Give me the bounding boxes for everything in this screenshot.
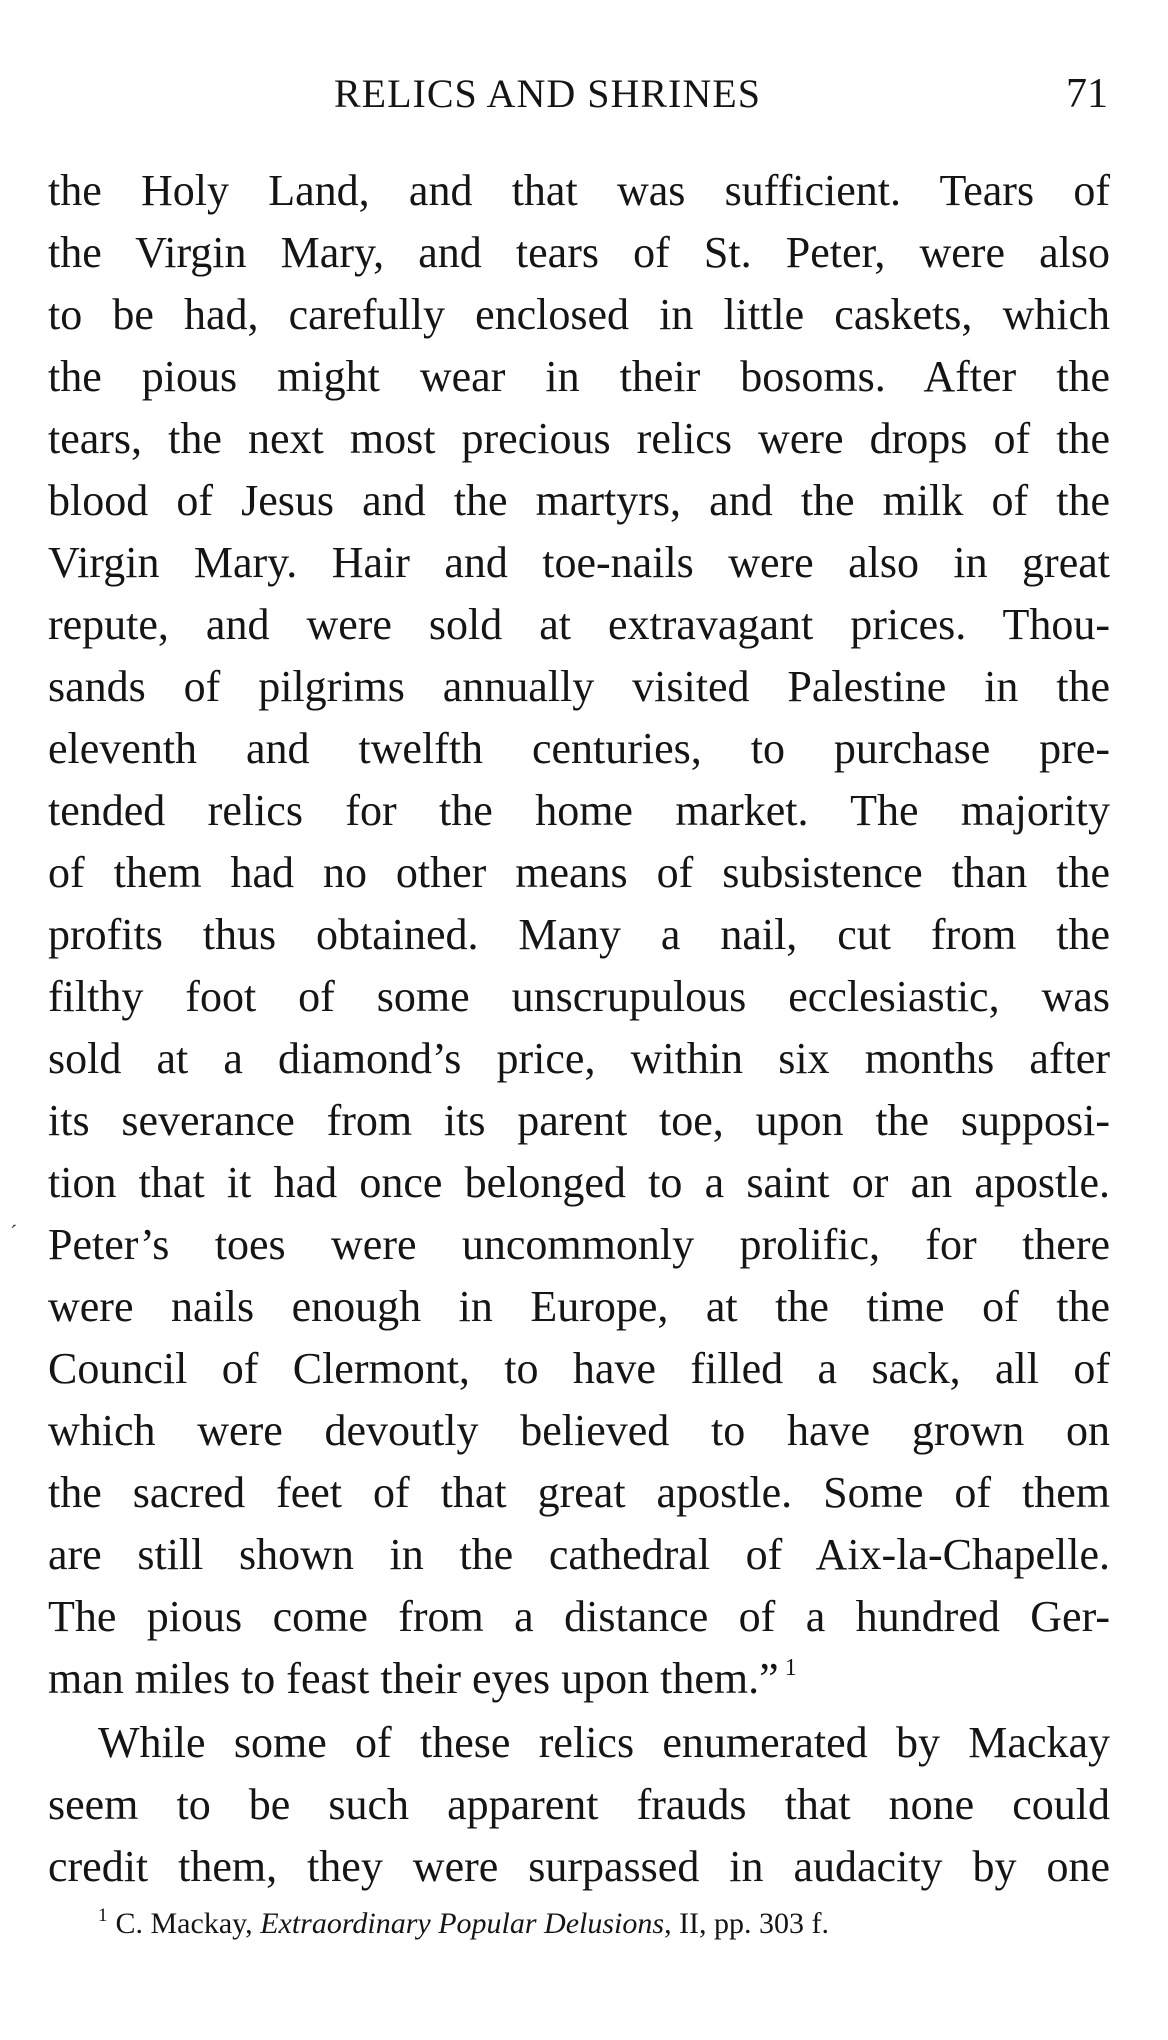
footnote-title: Extraordinary Popular Delusions <box>260 1907 665 1940</box>
text-line: Peter’s toes were uncommonly prolific, for there <box>48 1220 1110 1269</box>
footnote-marker: 1 <box>98 1905 108 1926</box>
text-line: which were devoutly believed to have grown on <box>48 1406 1110 1455</box>
text-line: the Virgin Mary, and tears of St. Peter, were also <box>48 228 1110 277</box>
text-line: The pious come from a distance of a hundred Ger- <box>48 1592 1110 1641</box>
text-line: the sacred feet of that great apostle. Some of them <box>48 1468 1110 1517</box>
running-head <box>48 64 1108 124</box>
text-line: the Holy Land, and that was sufficient. Tears of <box>48 166 1110 215</box>
text-line: credit them, they were surpassed in audacity by one <box>48 1842 1110 1891</box>
text-line: were nails enough in Europe, at the time of the <box>48 1282 1110 1331</box>
text-line: its severance from its parent toe, upon the supposi- <box>48 1096 1110 1145</box>
page-number: 71 <box>1066 71 1108 117</box>
text-line: to be had, carefully enclosed in little caskets, which <box>48 290 1110 339</box>
text-line: seem to be such apparent frauds that none could <box>48 1780 1110 1829</box>
text-line: Council of Clermont, to have filled a sack, all of <box>48 1344 1110 1393</box>
body-text <box>48 160 1110 1898</box>
footnote-details: , II, pp. 303 f. <box>664 1907 830 1940</box>
footnote-author: C. Mackay, <box>115 1907 253 1940</box>
text-line: While some of these relics enumerated by Mackay <box>98 1718 1110 1767</box>
text-line: of them had no other means of subsistence than the <box>48 848 1110 897</box>
text-line: Virgin Mary. Hair and toe-nails were also in great <box>48 538 1110 587</box>
running-title: RELICS AND SHRINES <box>334 71 761 116</box>
margin-mark: ´ <box>10 1220 18 1245</box>
text-line: are still shown in the cathedral of Aix-la-Chapelle. <box>48 1530 1110 1579</box>
text-line: filthy foot of some unscrupulous ecclesiastic, was <box>48 972 1110 1021</box>
text-line: sands of pilgrims annually visited Palestine in the <box>48 662 1110 711</box>
text-line: the pious might wear in their bosoms. After the <box>48 352 1110 401</box>
text-line: repute, and were sold at extravagant prices. Thou- <box>48 600 1110 649</box>
text-line: eleventh and twelfth centuries, to purchase pre- <box>48 724 1110 773</box>
text-line: blood of Jesus and the martyrs, and the milk of the <box>48 476 1110 525</box>
footnote <box>98 1902 829 1946</box>
text-line-last <box>48 1648 1110 1710</box>
text-line: profits thus obtained. Many a nail, cut from the <box>48 910 1110 959</box>
text-line: tears, the next most precious relics were drops of the <box>48 414 1110 463</box>
text-line: tended relics for the home market. The majority <box>48 786 1110 835</box>
text-line: tion that it had once belonged to a saint or an apostle. <box>48 1158 1110 1207</box>
text-line: man miles to feast their eyes upon them.” <box>48 1654 779 1703</box>
text-line: sold at a diamond’s price, within six months after <box>48 1034 1110 1083</box>
footnote-reference[interactable]: 1 <box>784 1655 797 1681</box>
